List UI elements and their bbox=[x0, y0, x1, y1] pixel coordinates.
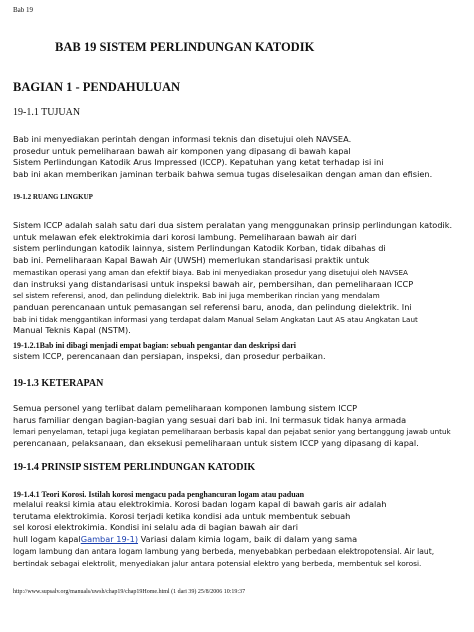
text-line: logam lambung dan antara logam lambung yang berbeda, menyebabkan perbedaan elektropotensial. Air laut, bbox=[13, 546, 435, 556]
hull-prefix: hull logam kapal bbox=[13, 534, 81, 545]
text-line: memastikan operasi yang aman dan efektif biaya. Bab ini menyediakan prosedur yang disetujui oleh NAVSEA bbox=[13, 267, 408, 277]
document-title: BAB 19 SISTEM PERLINDUNGAN KATODIK bbox=[55, 40, 315, 54]
text-line: Semua personel yang terlibat dalam pemeliharaan komponen lambung sistem ICCP bbox=[13, 403, 358, 413]
text-line: panduan perencanaan untuk pemasangan sel referensi baru, anoda, dan pelindung dielektrik. Ini bbox=[13, 301, 412, 312]
subheading-bagian: 19-1.2.1Bab ini dibagi menjadi empat bagian: sebuah pengantar dan deskripsi dari bbox=[13, 341, 297, 350]
page-footer-url: http://www.supsalv.org/manuals/uwsh/chap19/chap19Home.html (1 dari 39) 25/8/2006 10:19:37 bbox=[13, 589, 246, 595]
page-header-label: Bab 19 bbox=[13, 6, 34, 14]
text-line: untuk melawan efek elektrokimia dari korosi lambung. Pemeliharaan bawah air dari bbox=[13, 231, 357, 242]
heading-keterapan: 19-1.3 KETERAPAN bbox=[13, 378, 104, 389]
heading-prinsip: 19-1.4 PRINSIP SISTEM PERLINDUNGAN KATODIK bbox=[13, 462, 256, 473]
text-line: sistem perlindungan katodik lainnya, sistem Perlindungan Katodik Korban, tidak dibahas di bbox=[13, 243, 386, 254]
text-line-hull bbox=[13, 534, 434, 546]
text-line: Sistem Perlindungan Katodik Arus Impressed (ICCP). Kepatuhan yang ketat terhadap isi ini bbox=[13, 157, 384, 168]
text-line: perencanaan, pelaksanaan, dan eksekusi pemeliharaan untuk sistem ICCP yang dipasang di kapal. bbox=[13, 438, 419, 449]
figure-link[interactable]: Gambar 19-1) bbox=[80, 534, 139, 545]
paragraph-keterapan bbox=[13, 403, 451, 450]
paragraph-ruang-lingkup bbox=[13, 220, 452, 337]
text-line: bab ini tidak menggantikan informasi yang terdapat dalam Manual Selam Angkatan Laut AS atau Angkatan Laut bbox=[13, 314, 418, 324]
section-heading: BAGIAN 1 - PENDAHULUAN bbox=[13, 80, 181, 94]
hull-suffix: Variasi dalam kimia logam, baik di dalam yang sama bbox=[138, 534, 358, 545]
text-line: lemari penyelaman, tetapi juga kegiatan pemeliharaan berbasis kapal dan pejabat senior yang bertanggung jawab untuk bbox=[13, 427, 451, 437]
text-line: Manual Teknis Kapal (NSTM). bbox=[13, 325, 131, 336]
text-line: bab ini akan memberikan jaminan terbaik bahwa semua tugas diselesaikan dengan aman dan efisien. bbox=[13, 169, 433, 180]
text-line: prosedur untuk pemeliharaan bawah air komponen yang dipasang di bawah kapal bbox=[13, 145, 351, 156]
heading-ruang-lingkup: 19-1.2 RUANG LINGKUP bbox=[13, 193, 93, 201]
paragraph-tujuan bbox=[13, 134, 432, 181]
heading-tujuan: 19-1.1 TUJUAN bbox=[13, 107, 81, 118]
paragraph-bagian bbox=[13, 351, 326, 363]
text-line: dan instruksi yang distandarisasi untuk inspeksi bawah air, pembersihan, dan pemeliharaan ICCP bbox=[13, 278, 414, 289]
text-line: bertindak sebagai elektrolit, menyediakan jalur antara potensial elektro yang berbeda, membentuk sel korosi. bbox=[13, 558, 422, 568]
subheading-teori-korosi: 19-1.4.1 Teori Korosi. Istilah korosi mengacu pada penghancuran logam atau paduan bbox=[13, 490, 305, 499]
text-line: terutama elektrokimia. Korosi terjadi ketika kondisi ada untuk membentuk sebuah bbox=[13, 510, 351, 521]
text-line: melalui reaksi kimia atau elektrokimia. Korosi badan logam kapal di bawah garis air adalah bbox=[13, 499, 387, 509]
text-line: bab ini. Pemeliharaan Kapal Bawah Air (UWSH) memerlukan standarisasi praktik untuk bbox=[13, 255, 370, 266]
text-line: sistem ICCP, perencanaan dan persiapan, inspeksi, dan prosedur perbaikan. bbox=[13, 351, 326, 361]
text-line: Bab ini menyediakan perintah dengan informasi teknis dan disetujui oleh NAVSEA. bbox=[13, 134, 352, 144]
text-line: sel korosi elektrokimia. Kondisi ini selalu ada di bagian bawah air dari bbox=[13, 522, 298, 533]
text-line: harus familiar dengan bagian-bagian yang sesuai dari bab ini. Ini termasuk tidak hanya armada bbox=[13, 414, 407, 425]
paragraph-teori-korosi bbox=[13, 499, 434, 569]
text-line: Sistem ICCP adalah salah satu dari dua sistem peralatan yang menggunakan prinsip perlindungan katodik. bbox=[13, 220, 453, 230]
text-line: sel sistem referensi, anod, dan pelindung dielektrik. Bab ini juga memberikan rincian yang mendalam bbox=[13, 291, 380, 301]
